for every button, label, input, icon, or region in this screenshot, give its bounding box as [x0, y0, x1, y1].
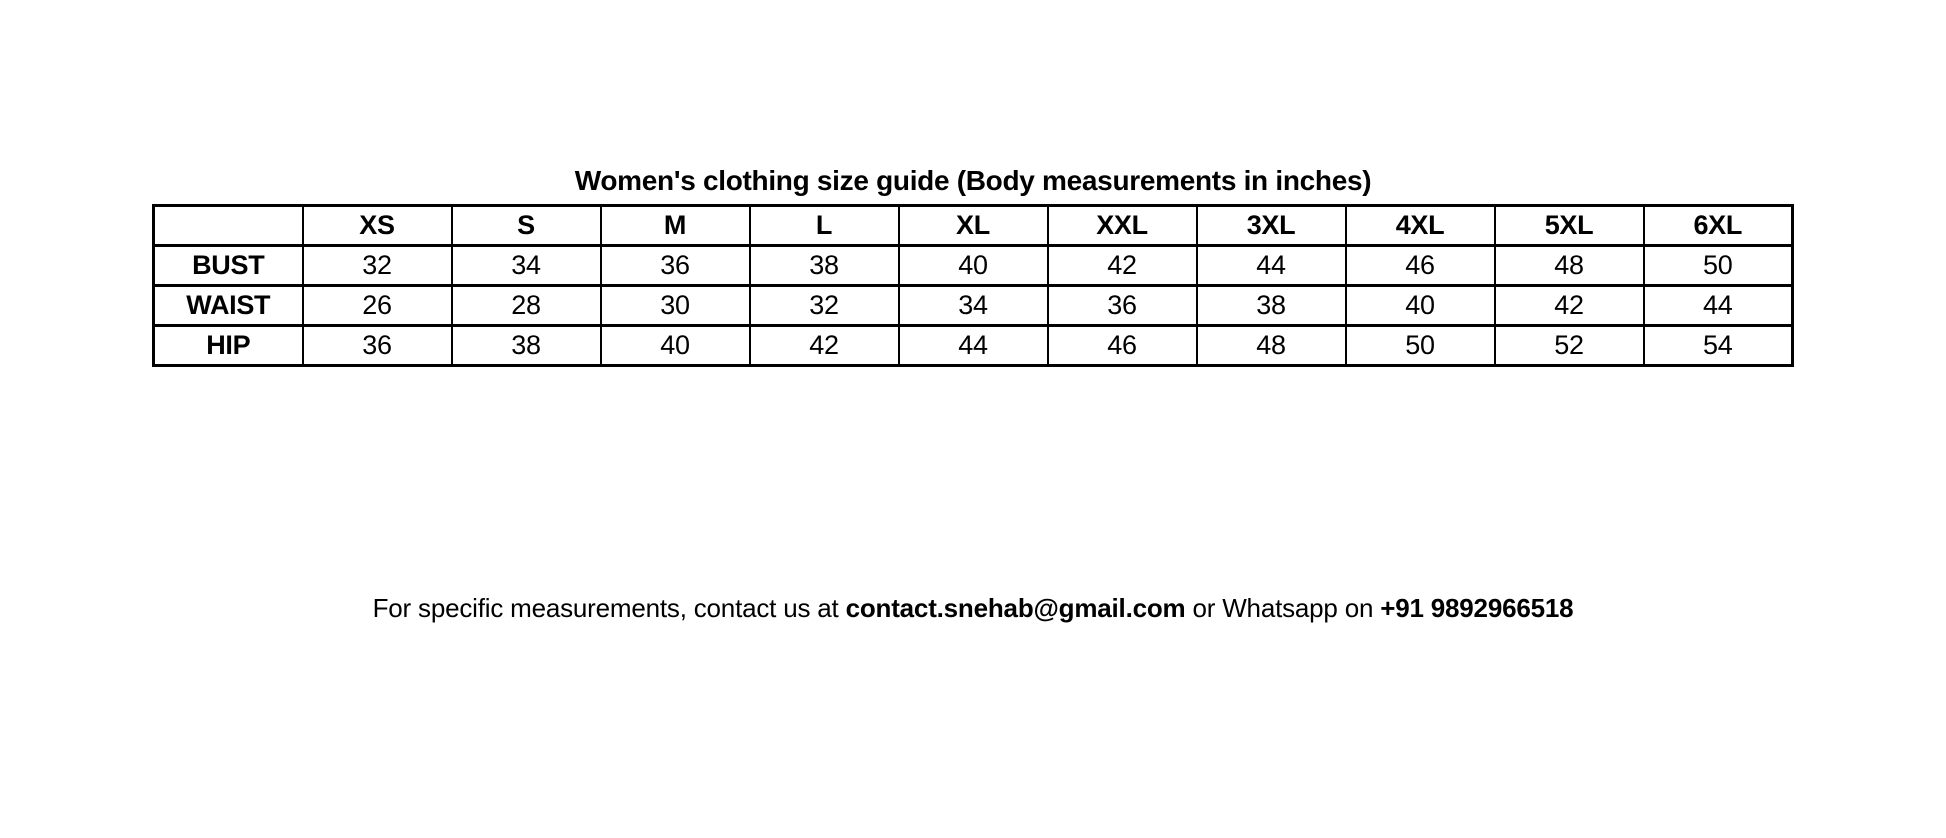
- row-label-bust: BUST: [154, 246, 303, 286]
- column-header-l: L: [750, 206, 899, 246]
- corner-cell: [154, 206, 303, 246]
- size-cell: 34: [452, 246, 601, 286]
- size-cell: 54: [1644, 326, 1793, 366]
- size-cell: 36: [1048, 286, 1197, 326]
- size-cell: 34: [899, 286, 1048, 326]
- size-cell: 46: [1346, 246, 1495, 286]
- size-cell: 46: [1048, 326, 1197, 366]
- size-cell: 38: [1197, 286, 1346, 326]
- table-row-bust: [154, 246, 1793, 286]
- row-label-hip: HIP: [154, 326, 303, 366]
- size-cell: 36: [303, 326, 452, 366]
- size-cell: 30: [601, 286, 750, 326]
- size-cell: 44: [899, 326, 1048, 366]
- column-header-xs: XS: [303, 206, 452, 246]
- page-title: Women's clothing size guide (Body measurements in inches): [574, 165, 1372, 196]
- size-cell: 48: [1197, 326, 1346, 366]
- contact-line: [0, 590, 1946, 626]
- size-cell: 38: [750, 246, 899, 286]
- table-header-row: [154, 206, 1793, 246]
- size-cell: 44: [1197, 246, 1346, 286]
- size-cell: 48: [1495, 246, 1644, 286]
- size-cell: 50: [1644, 246, 1793, 286]
- size-cell: 28: [452, 286, 601, 326]
- size-cell: 40: [899, 246, 1048, 286]
- size-cell: 36: [601, 246, 750, 286]
- contact-email: contact.snehab@gmail.com: [845, 593, 1186, 623]
- column-header-xxl: XXL: [1048, 206, 1197, 246]
- column-header-6xl: 6XL: [1644, 206, 1793, 246]
- size-cell: 42: [1048, 246, 1197, 286]
- contact-text-prefix: For specific measurements, contact us at: [372, 593, 846, 623]
- table-row-waist: [154, 286, 1793, 326]
- size-guide-table: [152, 204, 1794, 367]
- column-header-xl: XL: [899, 206, 1048, 246]
- column-header-5xl: 5XL: [1495, 206, 1644, 246]
- column-header-4xl: 4XL: [1346, 206, 1495, 246]
- size-cell: 42: [1495, 286, 1644, 326]
- size-cell: 32: [750, 286, 899, 326]
- table-row-hip: [154, 326, 1793, 366]
- size-cell: 44: [1644, 286, 1793, 326]
- row-label-waist: WAIST: [154, 286, 303, 326]
- size-cell: 32: [303, 246, 452, 286]
- contact-phone: +91 9892966518: [1380, 593, 1574, 623]
- column-header-3xl: 3XL: [1197, 206, 1346, 246]
- size-cell: 50: [1346, 326, 1495, 366]
- size-cell: 38: [452, 326, 601, 366]
- size-cell: 26: [303, 286, 452, 326]
- column-header-m: M: [601, 206, 750, 246]
- contact-text-middle: or Whatsapp on: [1185, 593, 1381, 623]
- size-cell: 52: [1495, 326, 1644, 366]
- column-header-s: S: [452, 206, 601, 246]
- size-cell: 40: [1346, 286, 1495, 326]
- size-cell: 42: [750, 326, 899, 366]
- size-cell: 40: [601, 326, 750, 366]
